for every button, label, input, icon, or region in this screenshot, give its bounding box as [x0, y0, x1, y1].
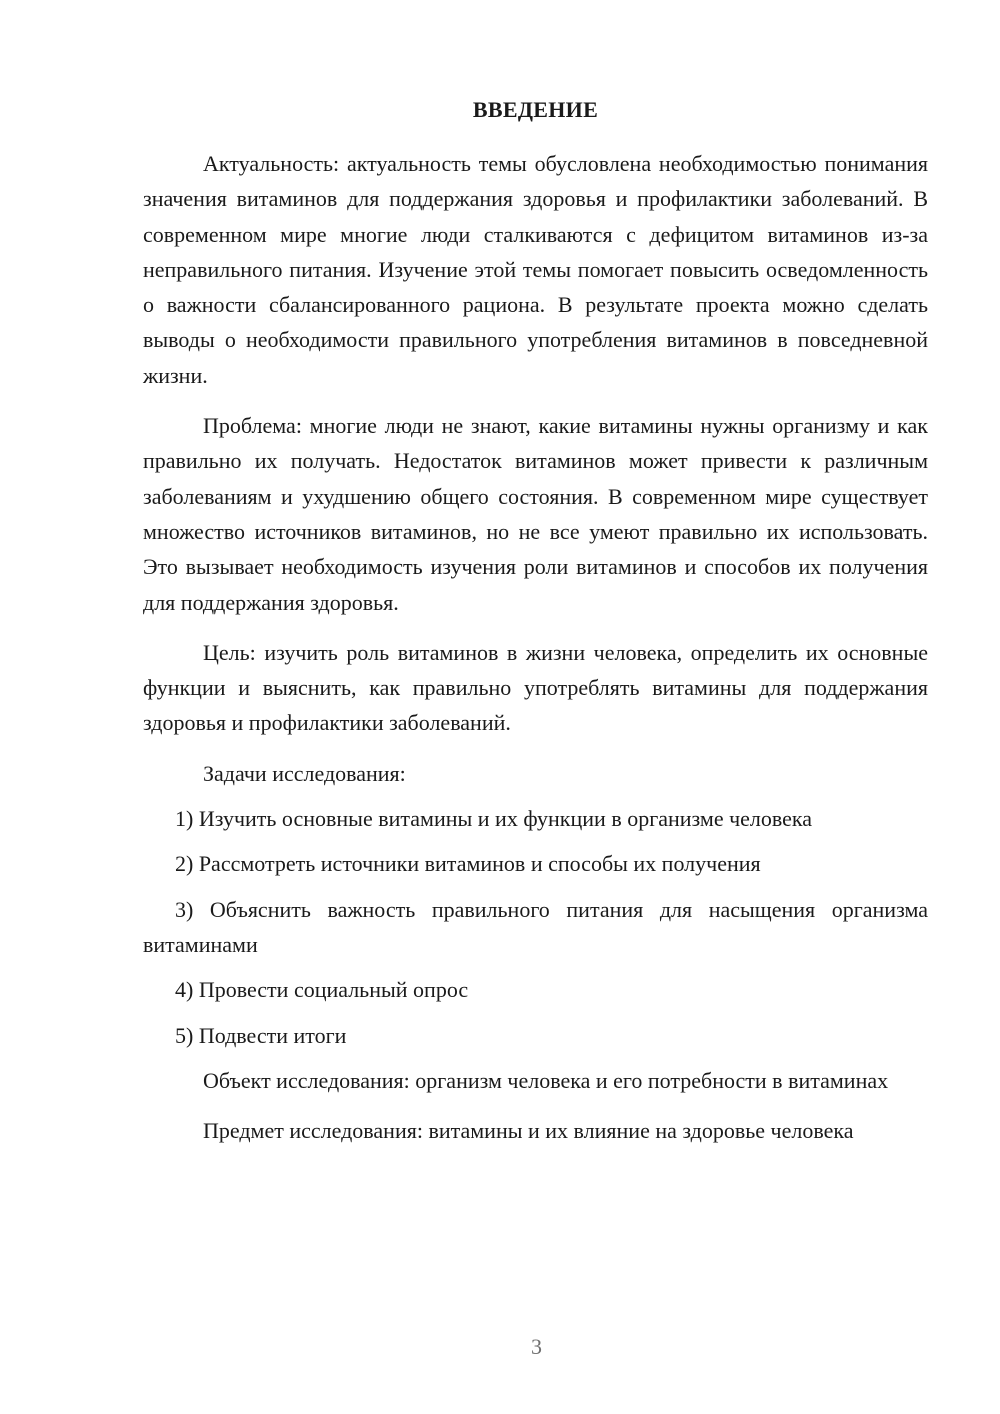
- tasks-title: Задачи исследования:: [203, 760, 406, 786]
- task-item-3: 3) Объяснить важность правильного питания для насыщения организма витаминами: [143, 896, 928, 957]
- problem-paragraph: Проблема: многие люди не знают, какие витамины нужны организму и как правильно их получать. Недостаток витаминов может привести к различным заболеваниям и ухудшению общего состояния. В современном мире существует множество источников витаминов, но не все умеют правильно их использовать. Это вызывает необходимость изучения роли витаминов и способов их получения для поддержания здоровья.: [143, 413, 928, 615]
- task-item-4: 4) Провести социальный опрос: [175, 977, 469, 1003]
- object-paragraph: Объект исследования: организм человека и его потребности в витаминах: [203, 1067, 889, 1093]
- section-heading: ВВЕДЕНИЕ: [472, 97, 599, 122]
- page-number: 3: [531, 1334, 542, 1359]
- relevance-paragraph: Актуальность: актуальность темы обусловлена необходимостью понимания значения витаминов для поддержания здоровья и профилактики заболеваний. В современном мире многие люди сталкиваются с дефицитом витаминов из-за неправильного питания. Изучение этой темы помогает повысить осведомленность о важности сбалансированного рациона. В результате проекта можно сделать выводы о необходимости правильного употребления витаминов в повседневной жизни.: [143, 151, 928, 388]
- task-item-2: 2) Рассмотреть источники витаминов и способы их получения: [175, 851, 761, 877]
- task-item-5: 5) Подвести итоги: [175, 1022, 347, 1048]
- goal-paragraph: Цель: изучить роль витаминов в жизни человека, определить их основные функции и выяснить, как правильно употреблять витамины для поддержания здоровья и профилактики заболеваний.: [143, 639, 928, 736]
- document-page: [143, 95, 928, 1163]
- task-item-1: 1) Изучить основные витамины и их функции в организме человека: [175, 806, 813, 832]
- subject-paragraph: Предмет исследования: витамины и их влияние на здоровье человека: [203, 1118, 854, 1144]
